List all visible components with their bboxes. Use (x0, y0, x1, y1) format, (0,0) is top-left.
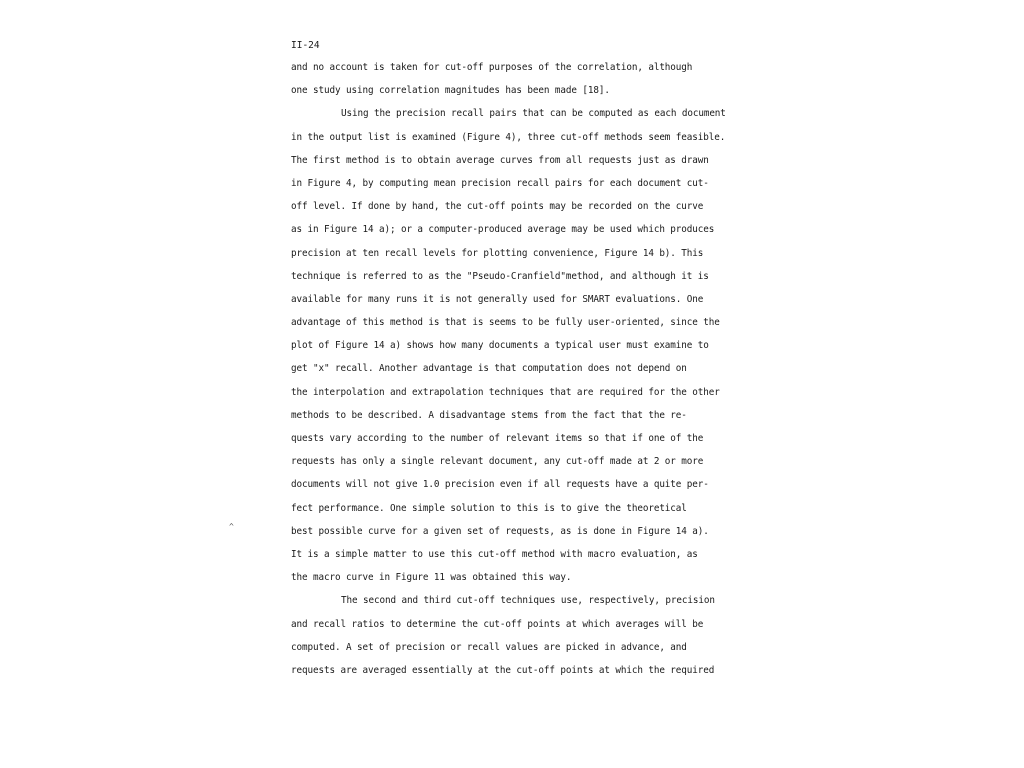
text-line: requests has only a single relevant document, any cut-off made at 2 or more (291, 456, 704, 468)
text-line: quests vary according to the number of relevant items so that if one of the (291, 433, 704, 444)
text-line: the macro curve in Figure 11 was obtained this way. (291, 572, 572, 584)
page-number: II-24 (291, 40, 320, 51)
text-line: requests are averaged essentially at the cut-off points at which the required (291, 664, 715, 676)
body-text (291, 62, 731, 688)
text-line: fect performance. One simple solution to this is to give the theoretical (291, 502, 687, 514)
text-line: The second and third cut-off techniques use, respectively, precision (341, 595, 715, 607)
text-line: in the output list is examined (Figure 4), three cut-off methods seem feasible. (291, 131, 726, 143)
text-line: It is a simple matter to use this cut-off method with macro evaluation, as (291, 548, 698, 560)
text-line: and recall ratios to determine the cut-off points at which averages will be (291, 618, 704, 630)
text-line: and no account is taken for cut-off purposes of the correlation, although (291, 62, 693, 73)
text-line: available for many runs it is not generally used for SMART evaluations. One (291, 293, 704, 305)
text-line: Using the precision recall pairs that can be computed as each document (341, 108, 726, 120)
margin-mark: ^ (229, 522, 234, 531)
text-line: The first method is to obtain average curves from all requests just as drawn (291, 154, 709, 166)
text-line: plot of Figure 14 a) shows how many documents a typical user must examine to (291, 340, 709, 352)
text-line: get "x" recall. Another advantage is that computation does not depend on (291, 363, 687, 375)
text-line: methods to be described. A disadvantage stems from the fact that the re- (291, 409, 687, 421)
text-line: documents will not give 1.0 precision even if all requests have a quite per- (291, 479, 709, 491)
text-line: precision at ten recall levels for plotting convenience, Figure 14 b). This (291, 247, 704, 259)
text-line: one study using correlation magnitudes has been made [18]. (291, 85, 610, 97)
text-line: off level. If done by hand, the cut-off points may be recorded on the curve (291, 201, 704, 213)
text-line: in Figure 4, by computing mean precision recall pairs for each document cut- (291, 177, 709, 189)
text-line: best possible curve for a given set of requests, as is done in Figure 14 a). (291, 525, 709, 537)
text-line: the interpolation and extrapolation techniques that are required for the other (291, 386, 720, 398)
text-line: technique is referred to as the "Pseudo-Cranfield"method, and although it is (291, 270, 709, 282)
text-line: advantage of this method is that is seems to be fully user-oriented, since the (291, 317, 720, 329)
text-line: computed. A set of precision or recall values are picked in advance, and (291, 641, 687, 653)
text-line: as in Figure 14 a); or a computer-produced average may be used which produces (291, 224, 715, 236)
